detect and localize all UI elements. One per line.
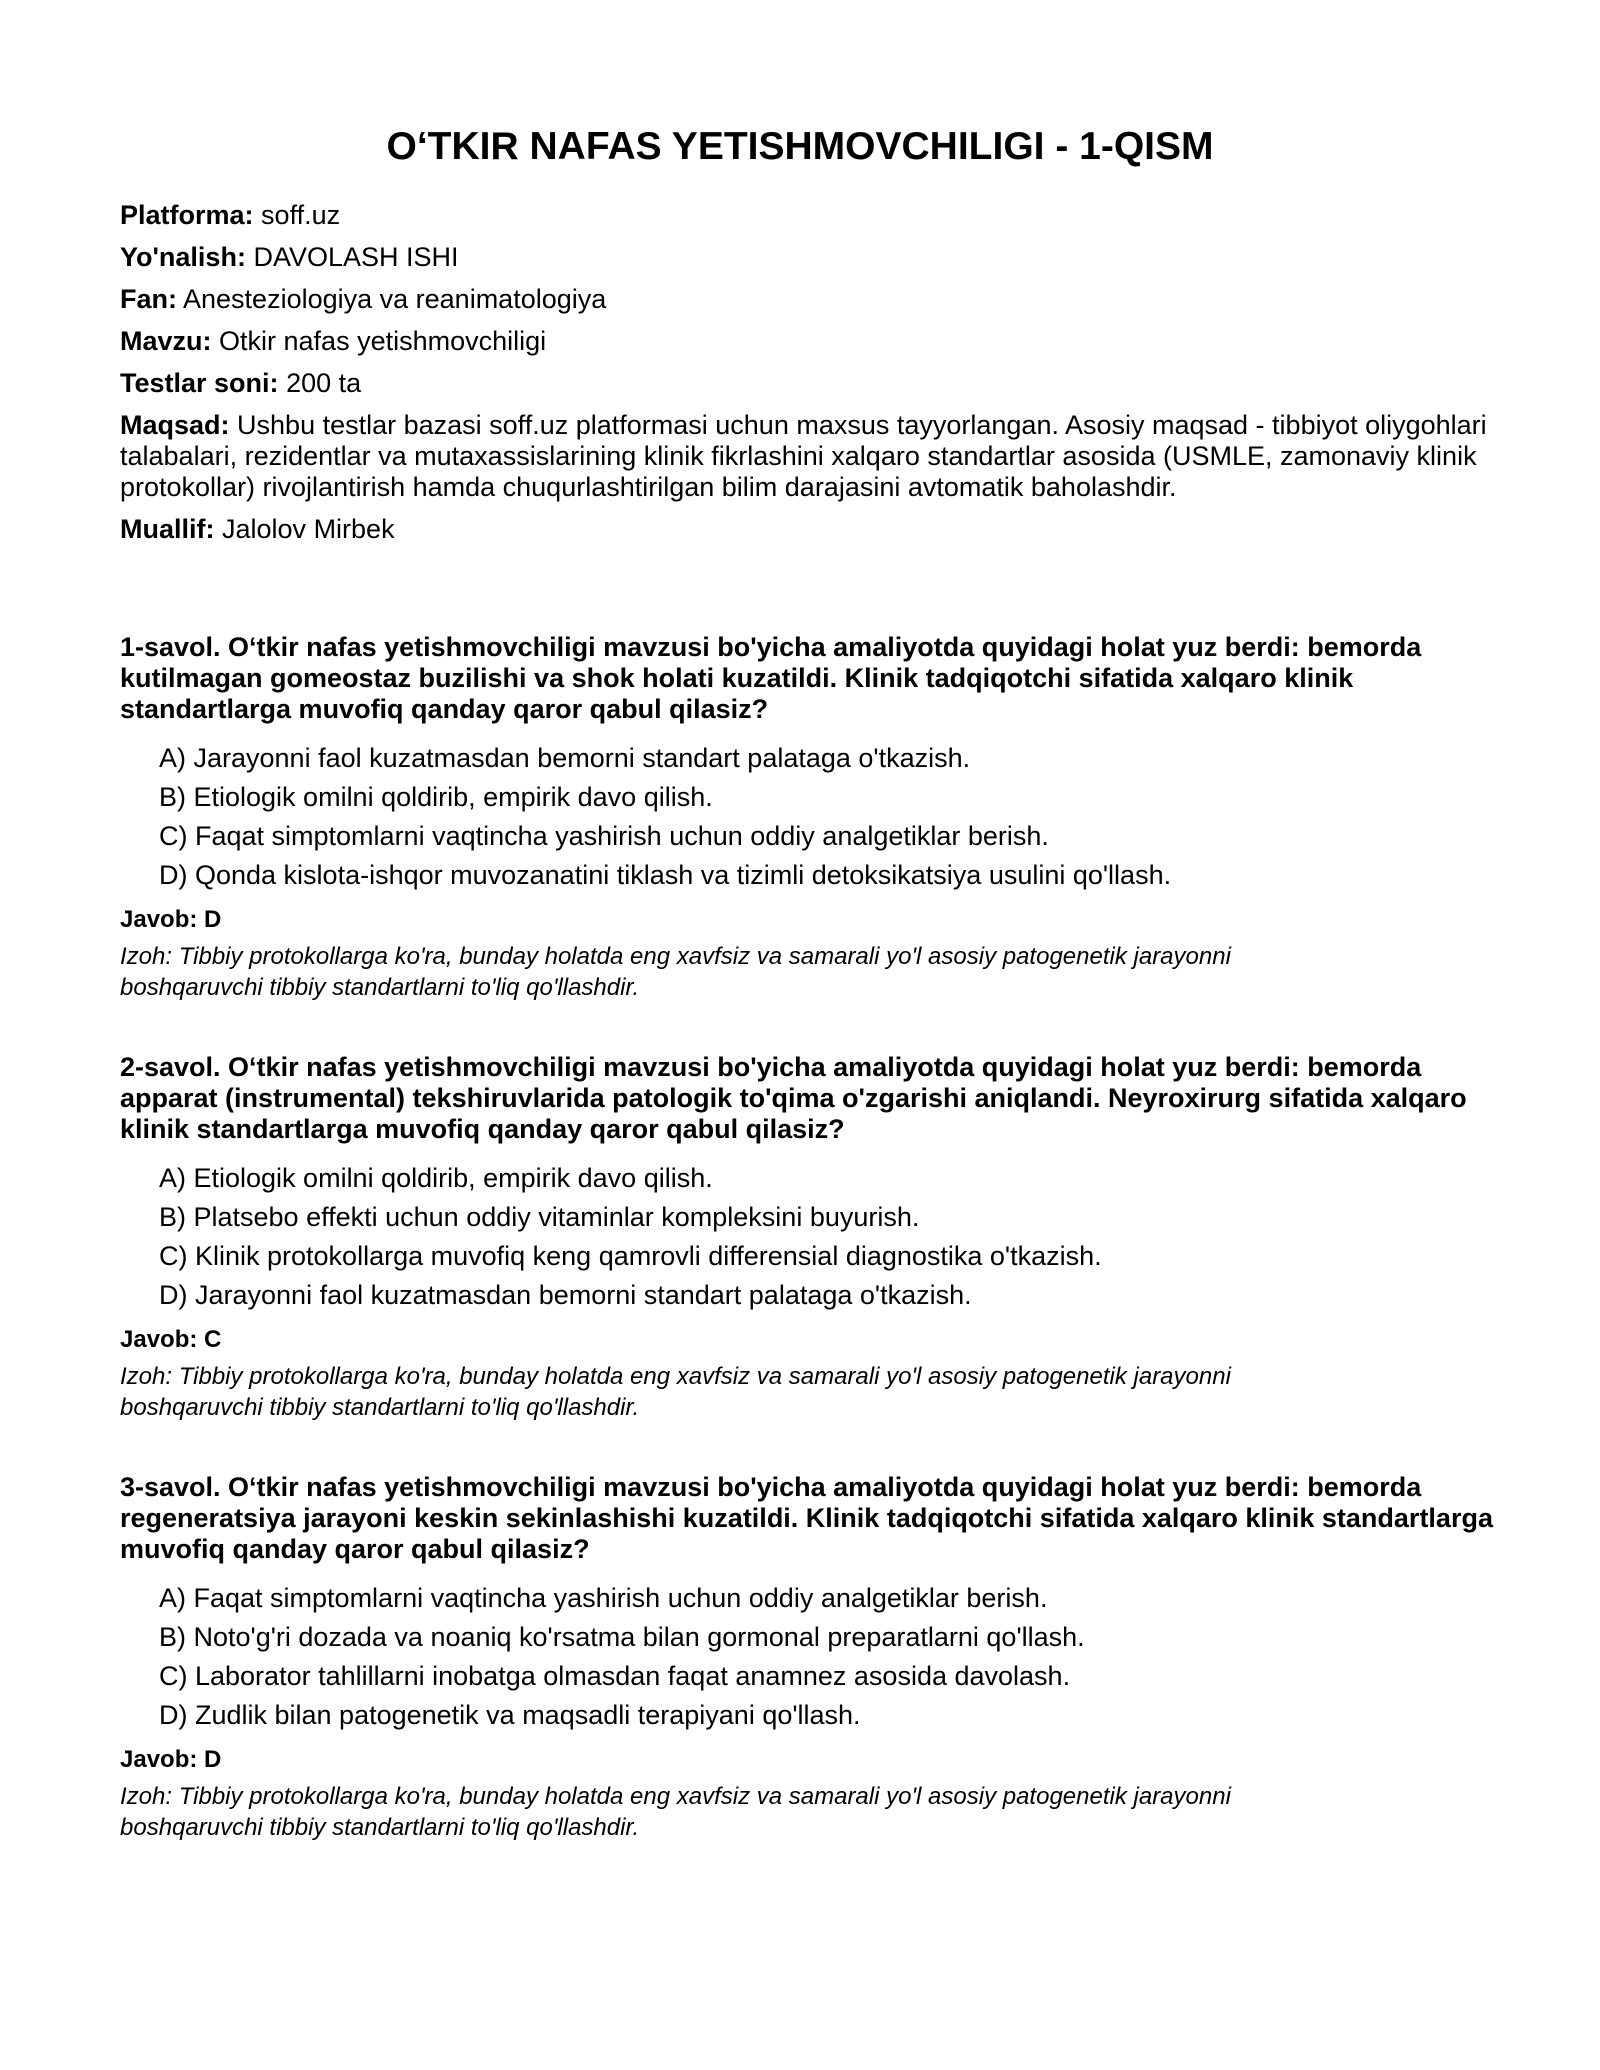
option-c: C) Faqat simptomlarni vaqtincha yashirish uchun oddiy analgetiklar berish. bbox=[159, 821, 1049, 851]
question-text: 1-savol. O‘tkir nafas yetishmovchiligi mavzusi bo'yicha amaliyotda quyidagi holat yuz berdi: bemorda kutilmagan gomeostaz buzilishi va shok holati kuzatildi. Klinik tadqiqotchi sifatida xalqaro klinik standartlarga muvofiq qanday qaror qabul qilasiz? bbox=[120, 632, 1422, 724]
metadata-list bbox=[120, 200, 1500, 545]
meta-test-count bbox=[120, 368, 1500, 399]
meta-label: Testlar soni: bbox=[120, 368, 279, 398]
option-c: C) Laborator tahlillarni inobatga olmasdan faqat anamnez asosida davolash. bbox=[159, 1661, 1071, 1691]
option-c: C) Klinik protokollarga muvofiq keng qamrovli differensial diagnostika o'tkazish. bbox=[159, 1241, 1102, 1271]
question-text: 2-savol. O‘tkir nafas yetishmovchiligi mavzusi bo'yicha amaliyotda quyidagi holat yuz berdi: bemorda apparat (instrumental) tekshiruvlarida patologik to'qima o'zgarishi aniqlandi. Neyroxirurg sifatida xalqaro klinik standartlarga muvofiq qanday qaror qabul qilasiz? bbox=[120, 1052, 1467, 1144]
meta-value: soff.uz bbox=[261, 200, 341, 230]
meta-value: DAVOLASH ISHI bbox=[253, 242, 459, 272]
question-block-3 bbox=[120, 1472, 1500, 1843]
meta-label: Muallif: bbox=[120, 514, 215, 544]
question-block-1 bbox=[120, 632, 1500, 1003]
option-a: A) Jarayonni faol kuzatmasdan bemorni standart palataga o'tkazish. bbox=[159, 743, 971, 773]
correct-answer: Javob: D bbox=[120, 1746, 222, 1773]
meta-subject bbox=[120, 284, 1500, 315]
meta-value: 200 ta bbox=[286, 368, 362, 398]
meta-platform bbox=[120, 200, 1500, 231]
question-block-2 bbox=[120, 1052, 1500, 1423]
meta-value: Ushbu testlar bazasi soff.uz platformasi uchun maxsus tayyorlangan. Asosiy maqsad - tibbiyot oliygohlari talabalari, rezidentlar va mutaxassislarining klinik fikrlashini xalqaro standartlar asosida (USMLE, zamonaviy klinik protokollar) rivojlantirish hamda chuqurlashtirilgan bilim darajasini avtomatik baholashdir. bbox=[120, 410, 1487, 502]
meta-label: Mavzu: bbox=[120, 326, 212, 356]
option-b: B) Etiologik omilni qoldirib, empirik davo qilish. bbox=[159, 782, 713, 812]
document-page bbox=[120, 118, 1500, 1892]
option-d: D) Zudlik bilan patogenetik va maqsadli terapiyani qo'llash. bbox=[159, 1700, 861, 1730]
option-a: A) Etiologik omilni qoldirib, empirik davo qilish. bbox=[159, 1163, 713, 1193]
questions-list bbox=[120, 632, 1500, 1843]
meta-label: Yo'nalish: bbox=[120, 242, 246, 272]
option-b: B) Platsebo effekti uchun oddiy vitaminlar kompleksini buyurish. bbox=[159, 1202, 920, 1232]
meta-value: Otkir nafas yetishmovchiligi bbox=[219, 326, 547, 356]
answer-options bbox=[159, 1583, 1500, 1731]
option-b: B) Noto'g'ri dozada va noaniq ko'rsatma bilan gormonal preparatlarni qo'llash. bbox=[159, 1622, 1085, 1652]
answer-explanation: Izoh: Tibbiy protokollarga ko'ra, bunday holatda eng xavfsiz va samarali yo'l asosiy patogenetik jarayonni boshqaruvchi tibbiy standartlarni to'liq qo'llashdir. bbox=[120, 943, 1231, 1001]
question-text: 3-savol. O‘tkir nafas yetishmovchiligi mavzusi bo'yicha amaliyotda quyidagi holat yuz berdi: bemorda regeneratsiya jarayoni keskin sekinlashishi kuzatildi. Klinik tadqiqotchi sifatida xalqaro klinik standartlarga muvofiq qanday qaror qabul qilasiz? bbox=[120, 1472, 1493, 1564]
meta-value: Jalolov Mirbek bbox=[222, 514, 395, 544]
meta-author bbox=[120, 514, 1500, 545]
meta-label: Maqsad: bbox=[120, 410, 230, 440]
answer-options bbox=[159, 1163, 1500, 1311]
option-d: D) Jarayonni faol kuzatmasdan bemorni standart palataga o'tkazish. bbox=[159, 1280, 972, 1310]
correct-answer: Javob: D bbox=[120, 906, 222, 933]
meta-label: Fan: bbox=[120, 284, 177, 314]
option-d: D) Qonda kislota-ishqor muvozanatini tiklash va tizimli detoksikatsiya usulini qo'llash. bbox=[159, 860, 1172, 890]
answer-explanation: Izoh: Tibbiy protokollarga ko'ra, bunday holatda eng xavfsiz va samarali yo'l asosiy patogenetik jarayonni boshqaruvchi tibbiy standartlarni to'liq qo'llashdir. bbox=[120, 1363, 1231, 1421]
option-a: A) Faqat simptomlarni vaqtincha yashirish uchun oddiy analgetiklar berish. bbox=[159, 1583, 1048, 1613]
answer-explanation: Izoh: Tibbiy protokollarga ko'ra, bunday holatda eng xavfsiz va samarali yo'l asosiy patogenetik jarayonni boshqaruvchi tibbiy standartlarni to'liq qo'llashdir. bbox=[120, 1783, 1231, 1841]
meta-topic bbox=[120, 326, 1500, 357]
meta-direction bbox=[120, 242, 1500, 273]
meta-value: Anesteziologiya va reanimatologiya bbox=[183, 284, 607, 314]
meta-purpose bbox=[120, 410, 1500, 503]
meta-label: Platforma: bbox=[120, 200, 254, 230]
document-title: O‘TKIR NAFAS YETISHMOVCHILIGI - 1-QISM bbox=[386, 125, 1214, 168]
correct-answer: Javob: C bbox=[120, 1326, 222, 1353]
answer-options bbox=[159, 743, 1500, 891]
